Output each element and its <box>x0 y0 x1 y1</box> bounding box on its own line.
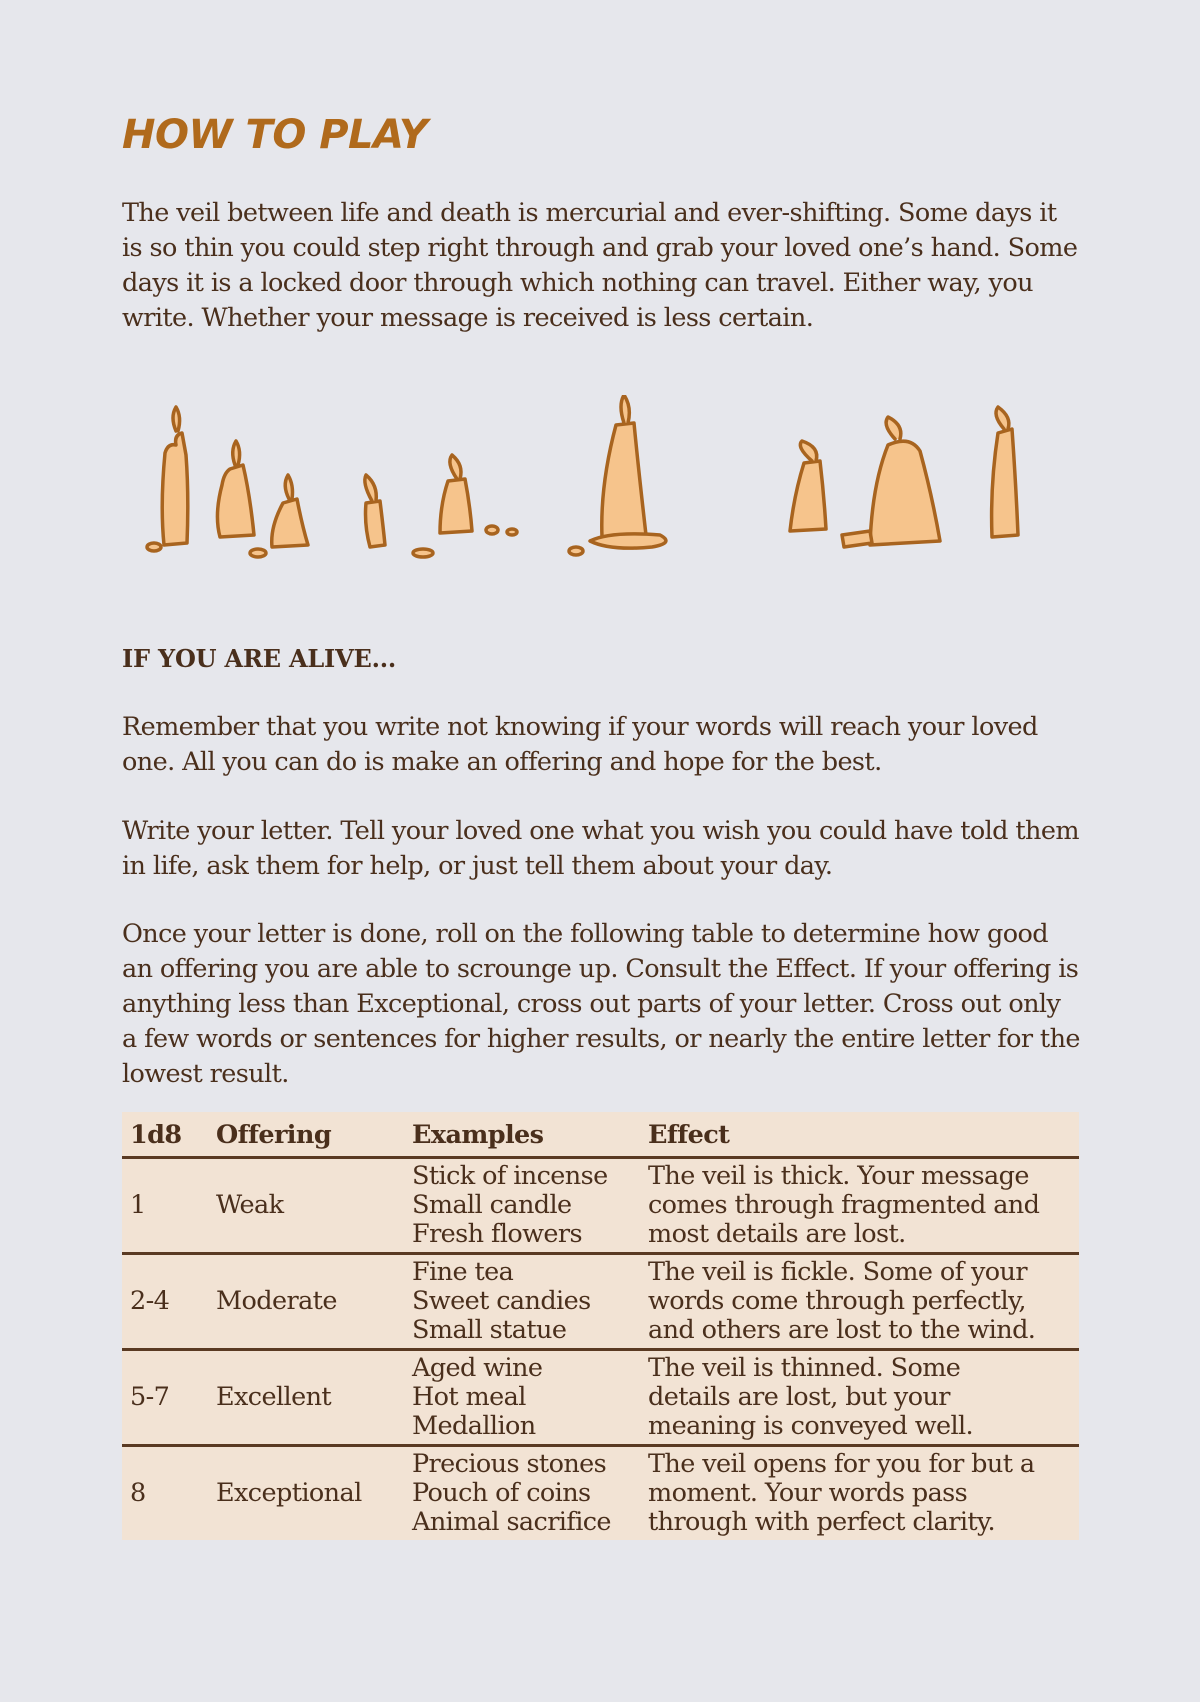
page-title: HOW TO PLAY <box>122 112 428 158</box>
candle-5 <box>440 479 472 533</box>
examples-cell <box>404 1350 640 1446</box>
effect-line: meaning is conveyed well. <box>648 1411 974 1441</box>
effect-cell <box>640 1158 1079 1254</box>
header-offering: Offering <box>208 1112 404 1158</box>
effect-line: The veil is fickle. Some of your <box>648 1257 1027 1287</box>
candles-illustration-icon <box>140 395 1040 570</box>
section-heading: IF YOU ARE ALIVE... <box>122 644 397 673</box>
examples-cell <box>404 1158 640 1254</box>
offering-cell: Exceptional <box>216 1478 362 1508</box>
header-effect: Effect <box>640 1112 1079 1158</box>
example-item: Stick of incense <box>412 1161 608 1191</box>
roll-cell: 1 <box>122 1158 208 1254</box>
roll-cell: 5-7 <box>122 1350 208 1446</box>
paragraph-write-letter: Write your letter. Tell your loved one what you wish you could have told them in life, ask them for help, or just tell them about your day. <box>122 816 1079 881</box>
effect-line: most details are lost. <box>648 1219 906 1249</box>
example-item: Sweet candies <box>412 1286 591 1316</box>
table-row <box>122 1158 1079 1254</box>
candle-4 <box>366 501 386 547</box>
paragraph-roll-table: Once your letter is done, roll on the following table to determine how good an offering you are able to scrounge up. Consult the Effect. If your offering is anything less than Exceptional, cross out parts of your letter. Cross out only a few words or sentences for higher results, or nearly the entire letter for the lowest result. <box>122 919 1080 1089</box>
example-item: Aged wine <box>412 1353 543 1383</box>
example-item: Hot meal <box>412 1382 526 1412</box>
effect-line: through with perfect clarity. <box>648 1507 995 1537</box>
example-item: Small candle <box>412 1190 572 1220</box>
example-item: Animal sacrifice <box>412 1507 611 1537</box>
effect-line: and others are lost to the wind. <box>648 1315 1036 1345</box>
candle-1 <box>162 433 188 545</box>
effect-line: details are lost, but your <box>648 1382 950 1412</box>
table-row <box>122 1350 1079 1446</box>
effect-line: comes through fragmented and <box>648 1190 1040 1220</box>
example-item: Fresh flowers <box>412 1219 582 1249</box>
table-row <box>122 1446 1079 1541</box>
candle-8 <box>870 441 940 545</box>
candle-3 <box>272 499 308 547</box>
example-item: Small statue <box>412 1315 567 1345</box>
offering-cell: Excellent <box>208 1350 404 1446</box>
effect-line: words come through perfectly, <box>648 1286 1026 1316</box>
table-row <box>122 1254 1079 1350</box>
effect-line: The veil is thinned. Some <box>648 1353 961 1383</box>
candle-6 <box>602 423 646 537</box>
table-header-row <box>122 1112 1079 1158</box>
examples-cell <box>404 1446 640 1541</box>
offering-cell: Moderate <box>208 1254 404 1350</box>
effect-cell <box>640 1254 1079 1350</box>
candle-2 <box>217 465 254 537</box>
example-item: Precious stones <box>412 1449 607 1479</box>
effect-cell <box>640 1350 1079 1446</box>
offering-table <box>122 1112 1079 1540</box>
offering-cell: Weak <box>208 1158 404 1254</box>
effect-line: moment. Your words pass <box>648 1478 968 1508</box>
example-item: Fine tea <box>412 1257 514 1287</box>
candle-7 <box>790 461 826 531</box>
paragraph-remember: Remember that you write not knowing if your words will reach your loved one. All you can do is make an offering and hope for the best. <box>122 712 1038 777</box>
example-item: Medallion <box>412 1411 536 1441</box>
examples-cell <box>404 1254 640 1350</box>
header-examples: Examples <box>404 1112 640 1158</box>
effect-line: The veil opens for you for but a <box>648 1449 1035 1479</box>
effect-line: The veil is thick. Your message <box>648 1161 1029 1191</box>
candle-9 <box>992 429 1018 537</box>
roll-cell: 2-4 <box>122 1254 208 1350</box>
intro-paragraph: The veil between life and death is mercurial and ever-shifting. Some days it is so thin you could step right through and grab your loved one’s hand. Some days it is a locked door through which nothing can travel. Either way, you write. Whether your message is received is less certain. <box>122 198 1078 333</box>
effect-cell <box>640 1446 1079 1541</box>
example-item: Pouch of coins <box>412 1478 591 1508</box>
header-roll: 1d8 <box>122 1112 208 1158</box>
roll-cell: 8 <box>130 1478 146 1508</box>
